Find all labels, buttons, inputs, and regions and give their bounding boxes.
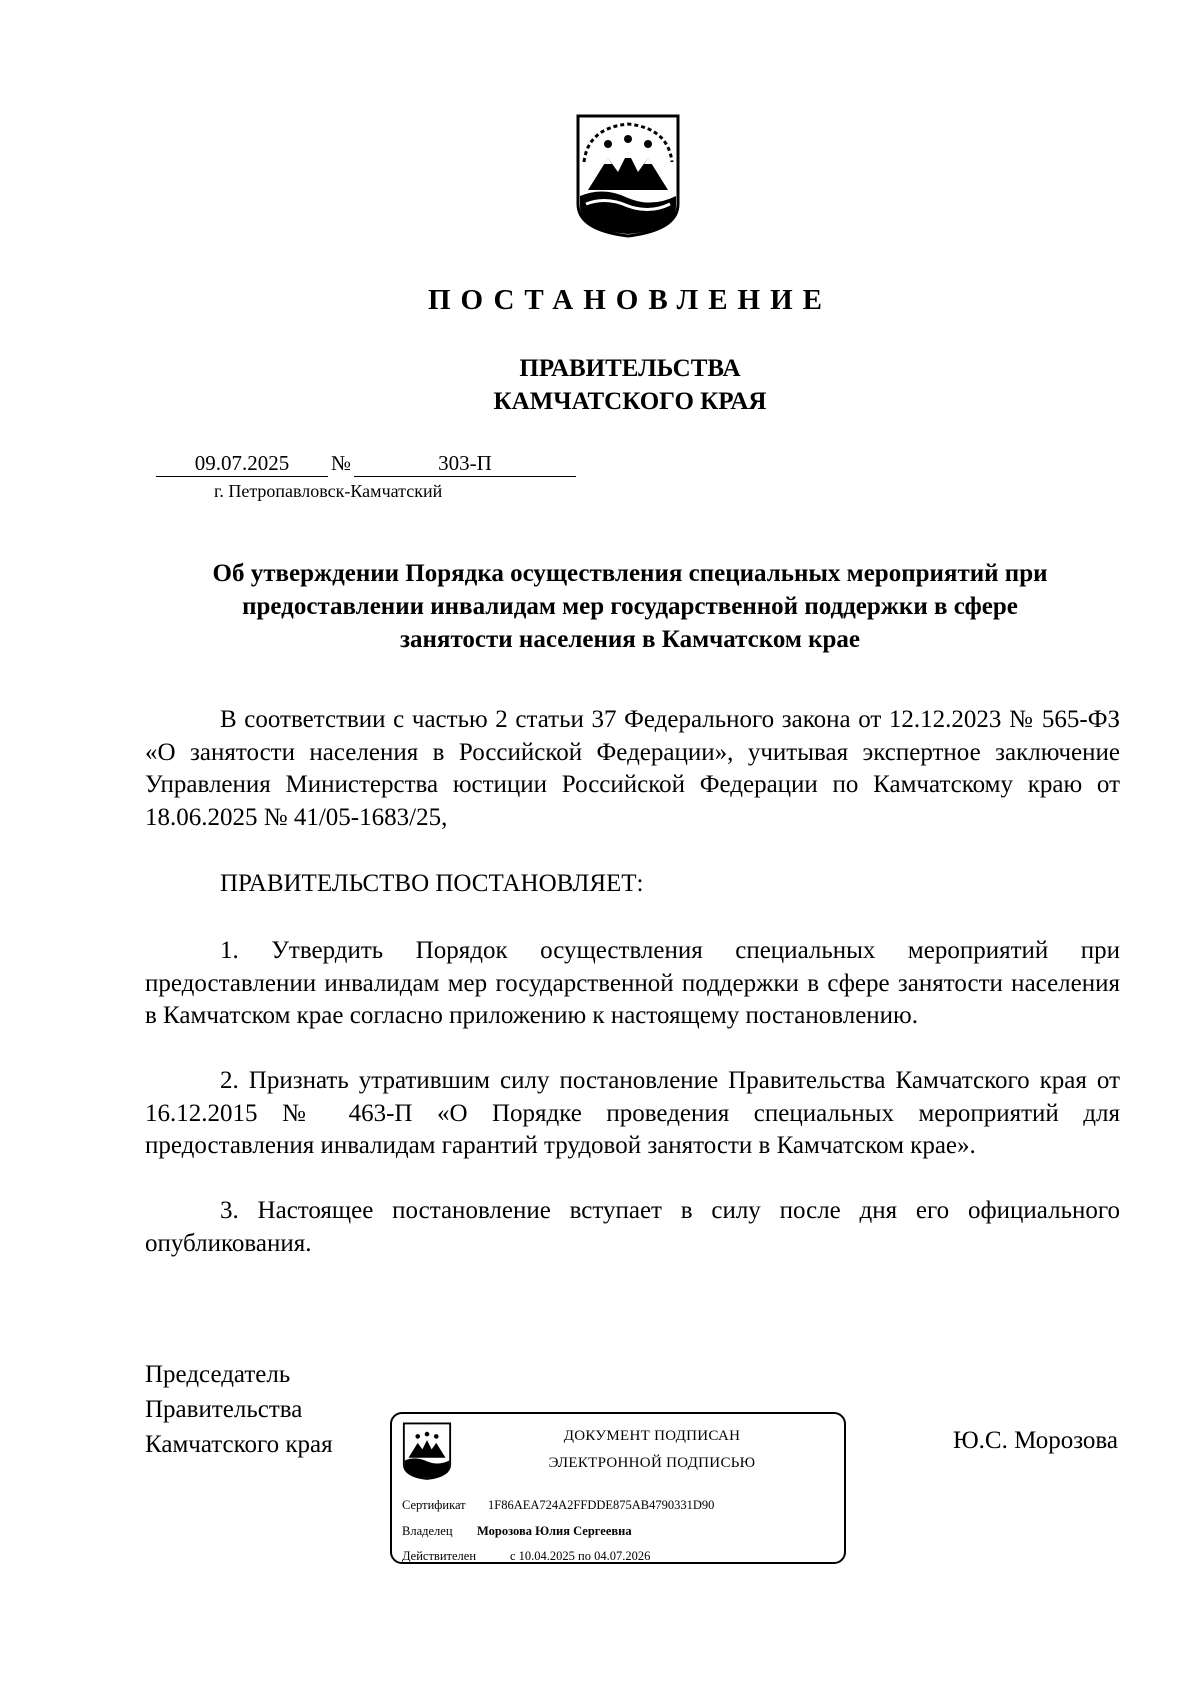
authority-line-1: ПРАВИТЕЛЬСТВА xyxy=(519,355,741,382)
signer-position-line-1: Председатель xyxy=(145,1361,291,1388)
document-title xyxy=(150,557,1110,656)
kamchatka-coat-of-arms-icon xyxy=(574,112,682,239)
certificate-label: Сертификат xyxy=(402,1498,466,1512)
signer-position-line-2: Правительства xyxy=(145,1396,303,1423)
validity-value: с 10.04.2025 по 04.07.2026 xyxy=(510,1549,651,1563)
item-3-paragraph: 3. Настоящее постановление вступает в силу после дня его официального опубликования. xyxy=(145,1197,1120,1257)
signer-name: Ю.С. Морозова xyxy=(952,1427,1118,1454)
document-number: 303-П xyxy=(354,450,576,477)
stamp-owner-row xyxy=(402,1524,632,1539)
stamp-heading-line-1: ДОКУМЕНТ ПОДПИСАН xyxy=(563,1428,741,1444)
certificate-value: 1F86AEA724A2FFDDE875AB4790331D90 xyxy=(488,1498,715,1512)
signer-position-line-3: Камчатского края xyxy=(145,1431,333,1458)
resolve-statement: ПРАВИТЕЛЬСТВО ПОСТАНОВЛЯЕТ: xyxy=(220,870,644,897)
stamp-certificate-row xyxy=(402,1498,714,1513)
item-1-paragraph: 1. Утвердить Порядок осуществления специальных мероприятий при предоставлении инвалидам мер государственной поддержки в сфере занятости населения в Камчатском крае согласно приложению к настоящему постановлению. xyxy=(145,937,1120,1029)
owner-label: Владелец xyxy=(402,1524,453,1538)
validity-label: Действителен xyxy=(402,1549,477,1563)
owner-value: Морозова Юлия Сергеевна xyxy=(477,1524,632,1538)
title-line-2: предоставлении инвалидам мер государственной поддержки в сфере xyxy=(242,593,1018,620)
signer-position xyxy=(145,1357,333,1462)
document-date: 09.07.2025 xyxy=(156,450,328,477)
title-line-1: Об утверждении Порядка осуществления специальных мероприятий при xyxy=(212,560,1048,587)
electronic-signature-stamp xyxy=(390,1412,846,1564)
item-2-paragraph: 2. Признать утратившим силу постановление Правительства Камчатского края от 16.12.2015 № 463-П «О Порядке проведения специальных мероприятий для предоставления инвалидам гарантий трудовой занятости в Камчатском крае». xyxy=(145,1067,1120,1159)
stamp-validity-row xyxy=(402,1549,650,1564)
issuing-authority xyxy=(0,352,1200,418)
title-line-3: занятости населения в Камчатском крае xyxy=(399,626,861,653)
authority-line-2: КАМЧАТСКОГО КРАЯ xyxy=(493,388,767,415)
preamble-paragraph: В соответствии с частью 2 статьи 37 Федерального закона от 12.12.2023 № 565-ФЗ «О занятости населения в Российской Федерации», учитывая экспертное заключение Управления Министерства юстиции Российской Федерации по Камчатскому краю от 18.06.2025 № 41/05-1683/25, xyxy=(145,706,1120,831)
issue-city: г. Петропавловск-Камчатский xyxy=(214,481,443,501)
document-type-heading: ПОСТАНОВЛЕНИЕ xyxy=(427,284,832,316)
number-sign: № xyxy=(330,451,352,475)
stamp-heading-line-2: ЭЛЕКТРОННОЙ ПОДПИСЬЮ xyxy=(548,1455,756,1471)
kamchatka-coat-of-arms-small-icon xyxy=(402,1420,452,1482)
